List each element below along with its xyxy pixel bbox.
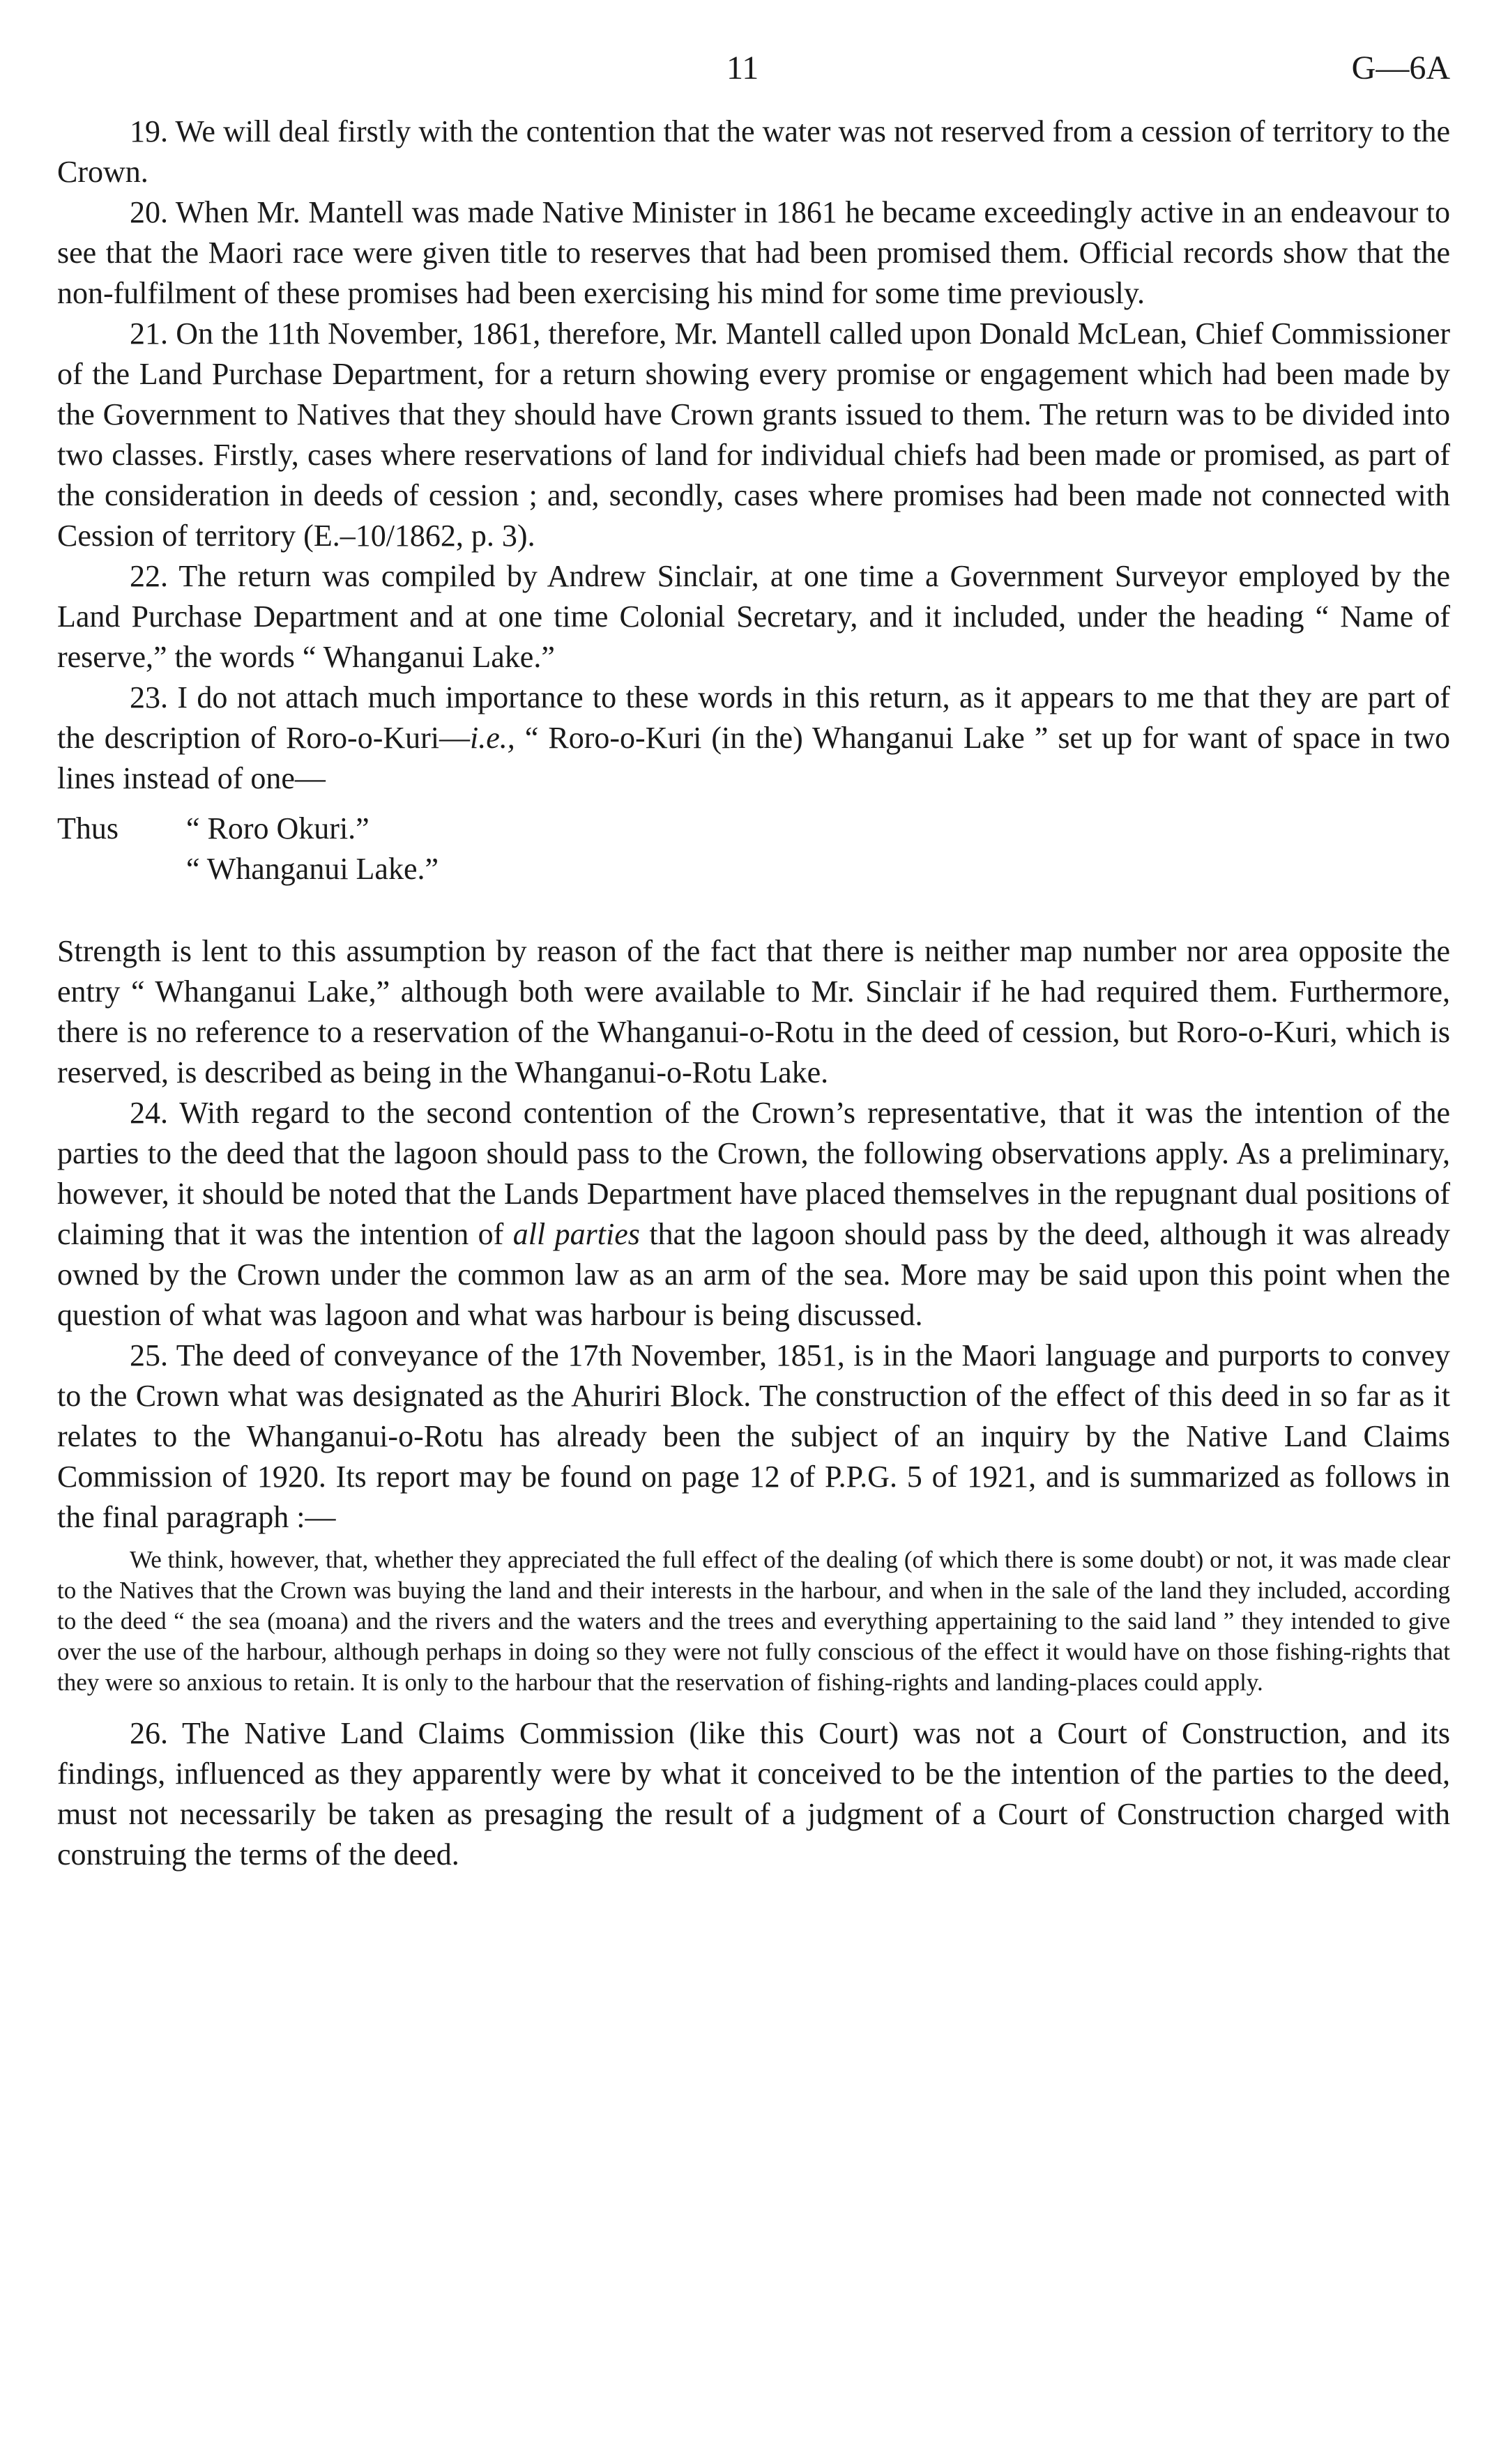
paragraph-23-continuation: [57, 931, 1450, 1093]
page-number: 11: [726, 49, 759, 86]
paragraph-25: [57, 1336, 1450, 1538]
block-quote: We think, however, that, whether they appreciated the full effect of the dealing (of which there is some doubt) or not, it was made clear to the Natives that the Crown was buying the land and their interests in the harbour, and when in the sale of the land they included, according to the deed “ the sea (moana) and the rivers and the waters and the trees and everything appertaining to the said land ” they intended to give over the use of the harbour, although perhaps in doing so they were not fully conscious of the effect it would have on those fishing-rights that they were so anxious to retain. It is only to the harbour that the reservation of fishing-rights and landing-places could apply.: [57, 1546, 1450, 1696]
paragraph-text: We will deal firstly with the contention that the water was not reserved from a cession of territory to the Crown.: [57, 114, 1450, 189]
page-header: [57, 49, 1450, 112]
paragraph-24: [57, 1093, 1450, 1336]
paragraph-text: When Mr. Mantell was made Native Minister in 1861 he became exceedingly active in an endeavour to see that the Maori race were given title to reserves that had been promised them. Official records show that the non-fulfilment of these promises had been exercising his mind for some time previously.: [57, 195, 1450, 310]
italic-emphasis: all parties: [512, 1217, 640, 1251]
paragraph-text: I do not attach much importance to these words in this return, as it appears to me that they are part of the description of Roro-o-Kuri—: [57, 680, 1450, 755]
document-code: G—6A: [1351, 49, 1450, 86]
paragraph-text: On the 11th November, 1861, therefore, Mr. Mantell called upon Donald McLean, Chief Commissioner of the Land Purchase Department, for a return showing every promise or engagement which had been made by the Government to Natives that they should have Crown grants issued to them. The return was to be divided into two classes. Firstly, cases where reservations of land for individual chiefs had been made or promised, as part of the consideration in deeds of cession ; and, secondly, cases where promises had been made not connected with Cession of territory (E.–10/1862, p. 3).: [57, 316, 1451, 553]
paragraph-text: With regard to the second contention of the Crown’s representative, that it was the intention of the parties to the deed that the lagoon should pass to the Crown, the following observations apply. As a preliminary, however, it should be noted that the Lands Department have placed themselves in the repugnant dual positions of claiming that it was the intention of: [57, 1096, 1450, 1251]
paragraph-number: 25.: [130, 1338, 168, 1372]
thus-line-1: “ Roro Okuri.”: [186, 811, 370, 845]
paragraph-19: [57, 112, 1450, 192]
paragraph-text: The deed of conveyance of the 17th November, 1851, is in the Maori language and purports to convey to the Crown what was designated as the Ahuriri Block. The construction of the effect of this deed in so far as it relates to the Whanganui-o-Rotu has already been the subject of an inquiry by the Native Land Claims Commission of 1920. Its report may be found on page 12 of P.P.G. 5 of 1921, and is summarized as follows in the final paragraph :—: [57, 1338, 1450, 1534]
italic-abbreviation: i.e.,: [470, 721, 515, 755]
thus-example: [57, 809, 1450, 889]
paragraph-number: 21.: [130, 316, 168, 351]
paragraph-number: 22.: [130, 559, 168, 593]
paragraph-number: 19.: [130, 114, 168, 148]
paragraph-text: The Native Land Claims Commission (like this Court) was not a Court of Construction, and its findings, influenced as they apparently were by what it conceived to be the intention of the parties to the deed, must not necessarily be taken as presaging the result of a judgment of a Court of Construction charged with construing the terms of the deed.: [57, 1716, 1450, 1872]
paragraph-text: The return was compiled by Andrew Sinclair, at one time a Government Surveyor employed by the Land Purchase Department and at one time Colonial Secretary, and it included, under the heading “ Name of reserve,” the words “ Whanganui Lake.”: [57, 559, 1450, 674]
paragraph-20: [57, 192, 1450, 314]
paragraph-number: 24.: [130, 1096, 168, 1130]
paragraph-text-continued: “ Roro-o-Kuri (in the) Whanganui Lake ” set up for want of space in two lines instead of one—: [57, 721, 1450, 795]
thus-line-2: “ Whanganui Lake.”: [186, 852, 439, 886]
paragraph-26: [57, 1713, 1450, 1875]
paragraph-21: [57, 314, 1450, 556]
paragraph-23: [57, 678, 1450, 799]
paragraph-22: [57, 556, 1450, 678]
document-page: [57, 49, 1450, 1875]
paragraph-text: Strength is lent to this assumption by reason of the fact that there is neither map number nor area opposite the entry “ Whanganui Lake,” although both were available to Mr. Sinclair if he had required them. Furthermore, there is no reference to a reservation of the Whanganui-o-Rotu in the deed of cession, but Roro-o-Kuri, which is reserved, is described as being in the Whanganui-o-Rotu Lake.: [57, 934, 1450, 1089]
paragraph-text-continued: that the lagoon should pass by the deed, although it was already owned by the Crown under the common law as an arm of the sea. More may be said upon this point when the question of what was lagoon and what was harbour is being discussed.: [57, 1217, 1450, 1332]
document-body: [57, 112, 1450, 1875]
paragraph-number: 26.: [130, 1716, 168, 1750]
thus-label: Thus: [57, 811, 119, 845]
paragraph-number: 23.: [130, 680, 168, 714]
paragraph-number: 20.: [130, 195, 168, 229]
